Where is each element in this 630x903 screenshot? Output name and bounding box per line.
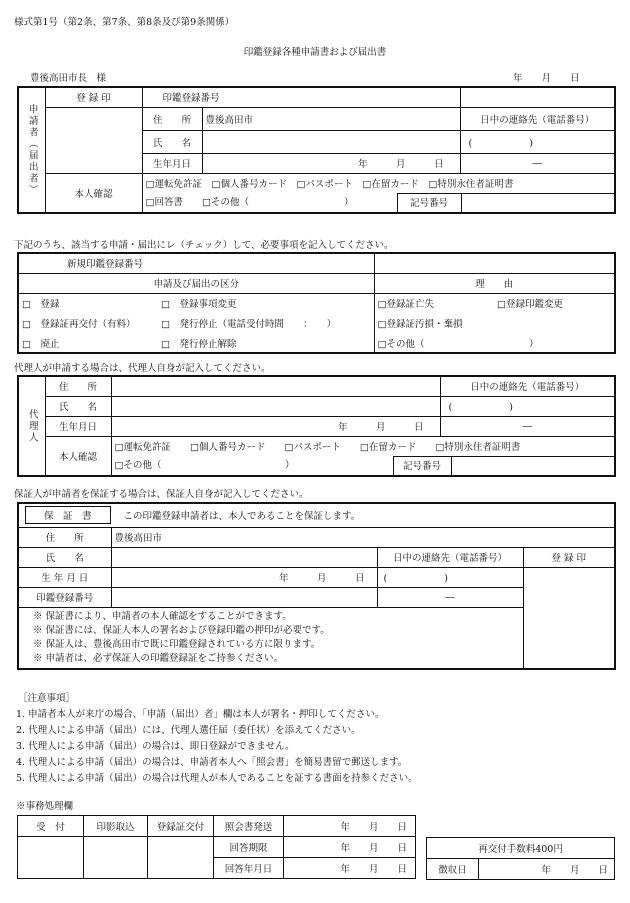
fee-label: 再交付手数料400円 bbox=[427, 838, 615, 859]
caution-item: 5. 代理人による申請（届出）の場合は代理人が本人であることを証する書面を持参ください。 bbox=[16, 773, 418, 784]
applicant-dob-label: 生年月日 bbox=[142, 153, 202, 173]
office-card-issue-field[interactable] bbox=[148, 837, 214, 879]
applicant-symbol-no-field[interactable] bbox=[462, 193, 615, 212]
guarantor-seal-field[interactable] bbox=[523, 567, 615, 669]
agent-phone-dash: ― bbox=[440, 416, 615, 436]
addressee: 豊後高田市長 様 bbox=[30, 73, 107, 84]
requests-table bbox=[17, 252, 616, 354]
agent-address-label: 住 所 bbox=[45, 376, 111, 396]
applicant-seal-field[interactable] bbox=[45, 107, 142, 173]
guarantor-reg-no-field[interactable] bbox=[111, 587, 377, 607]
applicant-id-options-2[interactable]: □回答書 □その他（ ） 記号番号 bbox=[142, 193, 615, 213]
office-receipt-field[interactable] bbox=[18, 837, 84, 879]
agent-id-label: 本人確認 bbox=[45, 436, 111, 476]
guarantor-dob-label: 生 年 月 日 bbox=[18, 567, 111, 587]
option-change-details[interactable]: □ 登録事項変更 bbox=[158, 293, 374, 313]
caution-item: 1. 申請者本人が来庁の場合、「申請（届出）者」欄は本人が署名・押印してください。 bbox=[16, 709, 385, 720]
fee-collected-date[interactable]: 年 月 日 bbox=[479, 859, 615, 880]
applicant-address-label: 住 所 bbox=[142, 107, 202, 130]
agent-phone-field[interactable]: ( ) bbox=[440, 396, 615, 416]
option-register[interactable]: □ 登録 bbox=[18, 293, 158, 313]
office-receipt-label: 受 付 bbox=[18, 816, 84, 837]
guarantor-note: ※ 保証書により、申請者の本人確認をすることができます。 bbox=[33, 610, 292, 622]
instruction-3: 保証人が申請者を保証する場合は、保証人自身が記入してください。 bbox=[14, 489, 309, 500]
office-inquiry-sent-label: 照会書発送 bbox=[214, 816, 284, 837]
applicant-name-label: 氏 名 bbox=[142, 130, 202, 153]
agent-id-options-1[interactable]: □運転免許証 □個人番号カード □パスポート □在留カード □特別永住者証明書 bbox=[111, 436, 615, 456]
guarantor-phone-dash: ― bbox=[377, 587, 523, 607]
office-reply-deadline-label: 回答期限 bbox=[214, 837, 284, 858]
agent-name-label: 氏 名 bbox=[45, 396, 111, 416]
fee-table bbox=[426, 837, 615, 880]
applicant-id-label: 本人確認 bbox=[45, 173, 142, 213]
agent-id-options-2-row bbox=[111, 456, 615, 476]
applicant-symbol-no-label: 記号番号 bbox=[398, 193, 462, 212]
agent-symbol-no-field[interactable] bbox=[452, 456, 615, 475]
office-reply-date[interactable]: 年 月 日 bbox=[284, 858, 416, 879]
form-number: 様式第1号（第2条、第7条、第8条及び第9条関係） bbox=[14, 17, 235, 28]
reason-header: 理 由 bbox=[374, 273, 615, 293]
applicant-address-field[interactable]: 豊後高田市 bbox=[202, 107, 460, 130]
new-reg-no-field[interactable] bbox=[374, 253, 615, 273]
office-heading: ※事務処理欄 bbox=[16, 801, 74, 812]
applicant-phone-field[interactable]: ( ) bbox=[460, 130, 615, 153]
office-card-issue-label: 登録証交付 bbox=[148, 816, 214, 837]
guarantor-name-field[interactable] bbox=[111, 547, 377, 567]
guarantor-seal-label: 登 録 印 bbox=[523, 547, 615, 567]
guarantor-reg-no-label: 印鑑登録番号 bbox=[18, 587, 111, 607]
agent-symbol-no-label: 記号番号 bbox=[394, 456, 452, 475]
caution-item: 2. 代理人による申請（届出）には、代理人選任届（委任状）を添えてください。 bbox=[16, 725, 361, 736]
guarantor-address-field[interactable]: 豊後高田市 bbox=[111, 527, 615, 547]
office-reply-deadline-date[interactable]: 年 月 日 bbox=[284, 837, 416, 858]
option-unsuspend[interactable]: □ 発行停止解除 bbox=[158, 333, 374, 353]
category-header: 申請及び届出の区分 bbox=[18, 273, 374, 293]
agent-id-options-2[interactable]: □その他（ ） bbox=[112, 456, 394, 475]
cautions-list bbox=[16, 707, 418, 787]
office-seal-capture-field[interactable] bbox=[84, 837, 148, 879]
guarantor-address-label: 住 所 bbox=[18, 527, 111, 547]
header-date: 年 月 日 bbox=[513, 73, 580, 84]
applicant-id-options-1[interactable]: □運転免許証 □個人番号カード □パスポート □在留カード □特別永住者証明書 bbox=[142, 173, 615, 193]
instruction-1: 下記のうち、該当する申請・届出にレ（チェック）して、必要事項を記入してください。 bbox=[14, 240, 394, 251]
agent-dob-label: 生年月日 bbox=[45, 416, 111, 436]
option-abolish[interactable]: □ 廃止 bbox=[18, 333, 158, 353]
guarantor-dob-field[interactable]: 年 月 日 bbox=[111, 567, 377, 587]
form-title: 印鑑登録各種申請書および届出書 bbox=[243, 47, 387, 58]
agent-dob-field[interactable]: 年 月 日 bbox=[111, 416, 440, 436]
guarantor-note: ※ 保証人は、豊後高田市で既に印鑑登録されている方に限ります。 bbox=[33, 638, 321, 650]
fee-collected-label: 徴収日 bbox=[427, 859, 479, 880]
applicant-dob-field[interactable]: 年 月 日 bbox=[202, 153, 460, 173]
agent-table bbox=[17, 375, 616, 477]
agent-contact-label: 日中の連絡先（電話番号） bbox=[440, 376, 615, 396]
caution-item: 3. 代理人による申請（届出）の場合は、即日登録ができません。 bbox=[16, 741, 295, 752]
guarantor-cert-text: この印鑑登録申請者は、本人であることを保証します。 bbox=[123, 511, 361, 523]
guarantor-note: ※ 保証書には、保証人本人の署名および登録印鑑の押印が必要です。 bbox=[33, 624, 330, 636]
agent-side-label: 代理人 bbox=[18, 376, 45, 476]
applicant-phone-dash: ― bbox=[460, 153, 615, 173]
reason-card-lost[interactable]: □登録証亡失 bbox=[374, 293, 494, 313]
office-inquiry-sent-date[interactable]: 年 月 日 bbox=[284, 816, 416, 837]
option-reissue[interactable]: □ 登録証再交付（有料） bbox=[18, 313, 158, 333]
guarantor-notes bbox=[18, 607, 523, 669]
new-reg-no-label: 新規印鑑登録番号 bbox=[18, 253, 374, 273]
guarantor-table bbox=[17, 502, 616, 670]
reason-other[interactable]: □その他（ ） bbox=[374, 333, 615, 353]
option-suspend[interactable]: □ 発行停止（電話受付時間 ： ） bbox=[158, 313, 374, 333]
office-seal-capture-label: 印影取込 bbox=[84, 816, 148, 837]
guarantor-note: ※ 申請者は、必ず保証人の印鑑登録証をご持参ください。 bbox=[33, 652, 284, 664]
applicant-reg-no-label: 印鑑登録番号 bbox=[142, 87, 460, 107]
office-reply-date-label: 回答年月日 bbox=[214, 858, 284, 879]
reason-seal-changed[interactable]: □登録印鑑変更 bbox=[494, 293, 615, 313]
applicant-contact-label: 日中の連絡先（電話番号） bbox=[460, 107, 615, 130]
guarantor-cert-label: 保 証 書 bbox=[25, 506, 111, 524]
applicant-name-field[interactable] bbox=[202, 130, 460, 153]
agent-name-field[interactable] bbox=[111, 396, 440, 416]
instruction-2: 代理人が申請する場合は、代理人自身が記入してください。 bbox=[14, 363, 271, 374]
applicant-seal-label: 登 録 印 bbox=[45, 87, 142, 107]
cautions-heading: ［注意事項］ bbox=[18, 693, 76, 704]
applicant-table bbox=[17, 86, 616, 214]
applicant-side-label: 申請者（届出者） bbox=[18, 87, 45, 213]
caution-item: 4. 代理人による申請（届出）の場合は、申請者本人へ「照会書」を簡易書留で郵送します。 bbox=[16, 757, 408, 768]
agent-address-field[interactable] bbox=[111, 376, 440, 396]
guarantor-phone-field[interactable]: ( ) bbox=[377, 567, 523, 587]
guarantor-cert-row bbox=[18, 503, 615, 527]
applicant-reg-no-field[interactable] bbox=[460, 87, 615, 107]
reason-card-damaged[interactable]: □登録証汚損・棄損 bbox=[374, 313, 615, 333]
guarantor-contact-label: 日中の連絡先（電話番号） bbox=[377, 547, 523, 567]
office-table bbox=[17, 815, 416, 879]
guarantor-name-label: 氏 名 bbox=[18, 547, 111, 567]
